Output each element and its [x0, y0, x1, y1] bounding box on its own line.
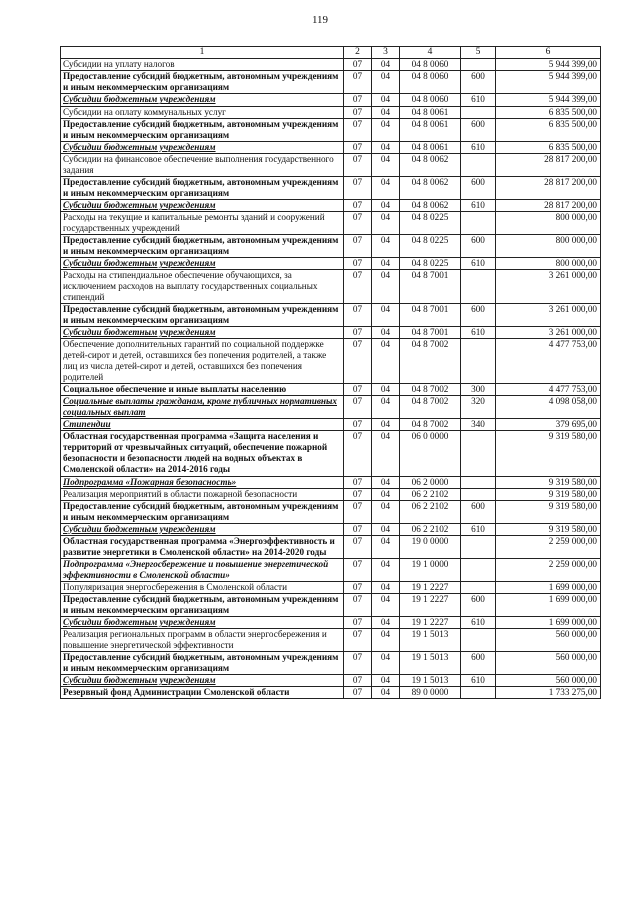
cell-amount: 1 699 000,00: [496, 616, 601, 628]
cell-expense-type: [461, 558, 496, 581]
cell-name: Обеспечение дополнительных гарантий по социальной поддержке детей-сирот и детей, оставшихся без попечения родителей, а также лиц из числа детей-сирот и детей, оставшихся без попечения родителей: [61, 339, 344, 384]
cell-expense-type: 610: [461, 523, 496, 535]
cell-section: 07: [344, 141, 372, 153]
cell-expense-type: [461, 269, 496, 303]
cell-target-article: 04 8 0061: [400, 106, 461, 118]
table-row: [61, 106, 601, 118]
cell-name: Субсидии на оплату коммунальных услуг: [61, 106, 344, 118]
cell-subsection: 04: [372, 396, 400, 419]
cell-name: Подпрограмма «Энергосбережение и повышение энергетической эффективности в Смоленской области»: [61, 558, 344, 581]
header-col-6: 6: [496, 47, 601, 59]
cell-section: 07: [344, 199, 372, 211]
cell-amount: 28 817 200,00: [496, 199, 601, 211]
cell-subsection: 04: [372, 153, 400, 176]
cell-subsection: 04: [372, 476, 400, 488]
cell-target-article: 06 2 2102: [400, 523, 461, 535]
cell-expense-type: [461, 59, 496, 71]
header-col-1: 1: [61, 47, 344, 59]
table-body: [61, 59, 601, 699]
cell-subsection: 04: [372, 675, 400, 687]
cell-section: 07: [344, 396, 372, 419]
cell-amount: 5 944 399,00: [496, 71, 601, 94]
cell-name: Стипендии: [61, 419, 344, 431]
cell-target-article: 04 8 0061: [400, 118, 461, 141]
cell-amount: 9 319 580,00: [496, 476, 601, 488]
cell-expense-type: 600: [461, 593, 496, 616]
cell-subsection: 04: [372, 304, 400, 327]
cell-section: 07: [344, 581, 372, 593]
table-row: [61, 628, 601, 651]
cell-target-article: 04 8 0225: [400, 257, 461, 269]
cell-target-article: 89 0 0000: [400, 687, 461, 699]
table-row: [61, 651, 601, 674]
cell-amount: 28 817 200,00: [496, 153, 601, 176]
page-number: 119: [311, 14, 329, 26]
cell-subsection: 04: [372, 118, 400, 141]
cell-name: Субсидии бюджетным учреждениям: [61, 616, 344, 628]
table-row: [61, 141, 601, 153]
table-row: [61, 535, 601, 558]
cell-subsection: 04: [372, 628, 400, 651]
table-row: [61, 675, 601, 687]
cell-expense-type: 610: [461, 141, 496, 153]
cell-expense-type: 340: [461, 419, 496, 431]
cell-name: Социальные выплаты гражданам, кроме публичных нормативных социальных выплат: [61, 396, 344, 419]
cell-target-article: 19 1 2227: [400, 581, 461, 593]
table-row: [61, 500, 601, 523]
cell-name: Предоставление субсидий бюджетным, автономным учреждениям и иным некоммерческим организациям: [61, 118, 344, 141]
cell-expense-type: [461, 211, 496, 234]
cell-expense-type: 600: [461, 71, 496, 94]
cell-section: 07: [344, 431, 372, 476]
cell-expense-type: [461, 431, 496, 476]
cell-section: 07: [344, 687, 372, 699]
cell-target-article: 04 8 0060: [400, 94, 461, 106]
cell-amount: 6 835 500,00: [496, 106, 601, 118]
cell-name: Предоставление субсидий бюджетным, автономным учреждениям и иным некоммерческим организациям: [61, 500, 344, 523]
cell-name: Субсидии бюджетным учреждениям: [61, 675, 344, 687]
cell-name: Субсидии бюджетным учреждениям: [61, 94, 344, 106]
table-row: [61, 327, 601, 339]
cell-target-article: 04 8 7002: [400, 419, 461, 431]
cell-section: 07: [344, 118, 372, 141]
table-row: [61, 94, 601, 106]
cell-amount: 28 817 200,00: [496, 176, 601, 199]
cell-amount: 9 319 580,00: [496, 431, 601, 476]
cell-expense-type: 300: [461, 384, 496, 396]
header-col-3: 3: [372, 47, 400, 59]
table-row: [61, 384, 601, 396]
cell-expense-type: 600: [461, 118, 496, 141]
cell-subsection: 04: [372, 141, 400, 153]
cell-target-article: 06 0 0000: [400, 431, 461, 476]
cell-amount: 1 699 000,00: [496, 581, 601, 593]
cell-name: Социальное обеспечение и иные выплаты населению: [61, 384, 344, 396]
cell-section: 07: [344, 59, 372, 71]
cell-section: 07: [344, 500, 372, 523]
table-row: [61, 488, 601, 500]
cell-subsection: 04: [372, 651, 400, 674]
cell-subsection: 04: [372, 211, 400, 234]
header-col-4: 4: [400, 47, 461, 59]
header-col-2: 2: [344, 47, 372, 59]
cell-target-article: 19 1 5013: [400, 675, 461, 687]
cell-expense-type: 610: [461, 94, 496, 106]
cell-section: 07: [344, 535, 372, 558]
cell-expense-type: 610: [461, 199, 496, 211]
cell-amount: 9 319 580,00: [496, 523, 601, 535]
cell-amount: 800 000,00: [496, 257, 601, 269]
table-row: [61, 616, 601, 628]
table-row: [61, 71, 601, 94]
cell-target-article: 04 8 0225: [400, 234, 461, 257]
cell-amount: 4 098 058,00: [496, 396, 601, 419]
cell-section: 07: [344, 488, 372, 500]
cell-amount: 800 000,00: [496, 234, 601, 257]
cell-subsection: 04: [372, 419, 400, 431]
cell-section: 07: [344, 257, 372, 269]
cell-name: Предоставление субсидий бюджетным, автономным учреждениям и иным некоммерческим организациям: [61, 71, 344, 94]
header-col-5: 5: [461, 47, 496, 59]
cell-expense-type: [461, 339, 496, 384]
cell-target-article: 19 1 2227: [400, 593, 461, 616]
cell-name: Субсидии бюджетным учреждениям: [61, 523, 344, 535]
cell-target-article: 04 8 7001: [400, 327, 461, 339]
cell-amount: 3 261 000,00: [496, 304, 601, 327]
cell-amount: 9 319 580,00: [496, 500, 601, 523]
cell-expense-type: [461, 628, 496, 651]
table-row: [61, 593, 601, 616]
table-row: [61, 419, 601, 431]
cell-target-article: 04 8 7001: [400, 269, 461, 303]
cell-target-article: 04 8 0225: [400, 211, 461, 234]
cell-name: Субсидии бюджетным учреждениям: [61, 257, 344, 269]
cell-target-article: 04 8 7001: [400, 304, 461, 327]
cell-amount: 560 000,00: [496, 675, 601, 687]
cell-amount: 5 944 399,00: [496, 59, 601, 71]
budget-table: [60, 46, 601, 699]
cell-name: Резервный фонд Администрации Смоленской области: [61, 687, 344, 699]
cell-target-article: 19 1 2227: [400, 616, 461, 628]
cell-target-article: 04 8 7002: [400, 384, 461, 396]
cell-name: Предоставление субсидий бюджетным, автономным учреждениям и иным некоммерческим организациям: [61, 234, 344, 257]
cell-amount: 560 000,00: [496, 651, 601, 674]
cell-section: 07: [344, 476, 372, 488]
cell-name: Расходы на текущие и капитальные ремонты зданий и сооружений государственных учреждений: [61, 211, 344, 234]
cell-subsection: 04: [372, 71, 400, 94]
cell-target-article: 04 8 0062: [400, 176, 461, 199]
cell-expense-type: 320: [461, 396, 496, 419]
cell-name: Реализация мероприятий в области пожарной безопасности: [61, 488, 344, 500]
cell-name: Субсидии бюджетным учреждениям: [61, 327, 344, 339]
cell-amount: 6 835 500,00: [496, 118, 601, 141]
cell-amount: 2 259 000,00: [496, 558, 601, 581]
cell-section: 07: [344, 384, 372, 396]
cell-subsection: 04: [372, 176, 400, 199]
cell-section: 07: [344, 327, 372, 339]
cell-expense-type: 610: [461, 327, 496, 339]
cell-amount: 4 477 753,00: [496, 339, 601, 384]
cell-name: Областная государственная программа «Защита населения и территорий от чрезвычайных ситуаций, обеспечение пожарной безопасности и безопасности людей на водных объектах в Смоленской области» на 2014-2016 годы: [61, 431, 344, 476]
cell-target-article: 04 8 0062: [400, 199, 461, 211]
cell-expense-type: [461, 687, 496, 699]
cell-target-article: 04 8 0061: [400, 141, 461, 153]
cell-target-article: 19 0 0000: [400, 535, 461, 558]
table-row: [61, 523, 601, 535]
cell-subsection: 04: [372, 687, 400, 699]
cell-amount: 379 695,00: [496, 419, 601, 431]
cell-amount: 4 477 753,00: [496, 384, 601, 396]
cell-name: Предоставление субсидий бюджетным, автономным учреждениям и иным некоммерческим организациям: [61, 651, 344, 674]
cell-expense-type: 600: [461, 234, 496, 257]
cell-subsection: 04: [372, 431, 400, 476]
cell-amount: 2 259 000,00: [496, 535, 601, 558]
cell-expense-type: [461, 106, 496, 118]
cell-section: 07: [344, 176, 372, 199]
table-row: [61, 339, 601, 384]
cell-target-article: 19 1 5013: [400, 651, 461, 674]
table-row: [61, 431, 601, 476]
cell-section: 07: [344, 558, 372, 581]
cell-name: Субсидии на финансовое обеспечение выполнения государственного задания: [61, 153, 344, 176]
cell-subsection: 04: [372, 535, 400, 558]
cell-name: Субсидии бюджетным учреждениям: [61, 141, 344, 153]
cell-name: Субсидии бюджетным учреждениям: [61, 199, 344, 211]
cell-amount: 3 261 000,00: [496, 327, 601, 339]
cell-section: 07: [344, 71, 372, 94]
cell-subsection: 04: [372, 581, 400, 593]
cell-expense-type: [461, 153, 496, 176]
cell-target-article: 06 2 0000: [400, 476, 461, 488]
budget-table-container: [60, 46, 600, 699]
table-row: [61, 176, 601, 199]
table-row: [61, 234, 601, 257]
cell-section: 07: [344, 593, 372, 616]
table-row: [61, 153, 601, 176]
cell-subsection: 04: [372, 616, 400, 628]
cell-amount: 800 000,00: [496, 211, 601, 234]
cell-target-article: 19 1 0000: [400, 558, 461, 581]
cell-target-article: 04 8 0062: [400, 153, 461, 176]
cell-section: 07: [344, 628, 372, 651]
cell-section: 07: [344, 339, 372, 384]
cell-section: 07: [344, 675, 372, 687]
cell-section: 07: [344, 211, 372, 234]
cell-expense-type: [461, 488, 496, 500]
cell-subsection: 04: [372, 593, 400, 616]
cell-target-article: 19 1 5013: [400, 628, 461, 651]
cell-target-article: 04 8 7002: [400, 339, 461, 384]
cell-section: 07: [344, 616, 372, 628]
cell-expense-type: 600: [461, 500, 496, 523]
table-row: [61, 199, 601, 211]
table-header-row: [61, 47, 601, 59]
cell-subsection: 04: [372, 269, 400, 303]
cell-section: 07: [344, 269, 372, 303]
cell-name: Реализация региональных программ в области энергосбережения и повышение энергетической эффективности: [61, 628, 344, 651]
table-row: [61, 118, 601, 141]
cell-name: Расходы на стипендиальное обеспечение обучающихся, за исключением расходов на выплату государственных социальных стипендий: [61, 269, 344, 303]
cell-expense-type: [461, 535, 496, 558]
cell-name: Популяризация энергосбережения в Смоленской области: [61, 581, 344, 593]
table-row: [61, 476, 601, 488]
cell-subsection: 04: [372, 94, 400, 106]
cell-name: Подпрограмма «Пожарная безопасность»: [61, 476, 344, 488]
cell-expense-type: 610: [461, 257, 496, 269]
cell-section: 07: [344, 651, 372, 674]
table-row: [61, 211, 601, 234]
cell-target-article: 06 2 2102: [400, 500, 461, 523]
cell-target-article: 06 2 2102: [400, 488, 461, 500]
cell-expense-type: [461, 476, 496, 488]
table-row: [61, 304, 601, 327]
cell-subsection: 04: [372, 257, 400, 269]
cell-amount: 1 699 000,00: [496, 593, 601, 616]
cell-name: Предоставление субсидий бюджетным, автономным учреждениям и иным некоммерческим организациям: [61, 304, 344, 327]
cell-section: 07: [344, 94, 372, 106]
cell-expense-type: [461, 581, 496, 593]
cell-subsection: 04: [372, 488, 400, 500]
cell-expense-type: 600: [461, 651, 496, 674]
cell-amount: 1 733 275,00: [496, 687, 601, 699]
cell-target-article: 04 8 0060: [400, 59, 461, 71]
cell-subsection: 04: [372, 523, 400, 535]
table-row: [61, 257, 601, 269]
table-row: [61, 269, 601, 303]
cell-expense-type: 600: [461, 304, 496, 327]
cell-expense-type: 610: [461, 675, 496, 687]
cell-name: Областная государственная программа «Энергоэффективность и развитие энергетики в Смоленской области» на 2014-2020 годы: [61, 535, 344, 558]
cell-subsection: 04: [372, 234, 400, 257]
cell-subsection: 04: [372, 106, 400, 118]
table-row: [61, 396, 601, 419]
cell-section: 07: [344, 304, 372, 327]
cell-name: Субсидии на уплату налогов: [61, 59, 344, 71]
cell-subsection: 04: [372, 339, 400, 384]
cell-subsection: 04: [372, 199, 400, 211]
cell-subsection: 04: [372, 500, 400, 523]
cell-amount: 9 319 580,00: [496, 488, 601, 500]
table-row: [61, 558, 601, 581]
cell-subsection: 04: [372, 558, 400, 581]
cell-expense-type: 600: [461, 176, 496, 199]
cell-name: Предоставление субсидий бюджетным, автономным учреждениям и иным некоммерческим организациям: [61, 593, 344, 616]
cell-section: 07: [344, 419, 372, 431]
cell-section: 07: [344, 106, 372, 118]
cell-name: Предоставление субсидий бюджетным, автономным учреждениям и иным некоммерческим организациям: [61, 176, 344, 199]
table-row: [61, 581, 601, 593]
cell-subsection: 04: [372, 327, 400, 339]
cell-subsection: 04: [372, 384, 400, 396]
cell-target-article: 04 8 7002: [400, 396, 461, 419]
cell-target-article: 04 8 0060: [400, 71, 461, 94]
cell-section: 07: [344, 153, 372, 176]
cell-amount: 6 835 500,00: [496, 141, 601, 153]
cell-expense-type: 610: [461, 616, 496, 628]
cell-amount: 5 944 399,00: [496, 94, 601, 106]
table-row: [61, 59, 601, 71]
cell-subsection: 04: [372, 59, 400, 71]
table-row: [61, 687, 601, 699]
cell-amount: 560 000,00: [496, 628, 601, 651]
cell-section: 07: [344, 523, 372, 535]
cell-amount: 3 261 000,00: [496, 269, 601, 303]
cell-section: 07: [344, 234, 372, 257]
